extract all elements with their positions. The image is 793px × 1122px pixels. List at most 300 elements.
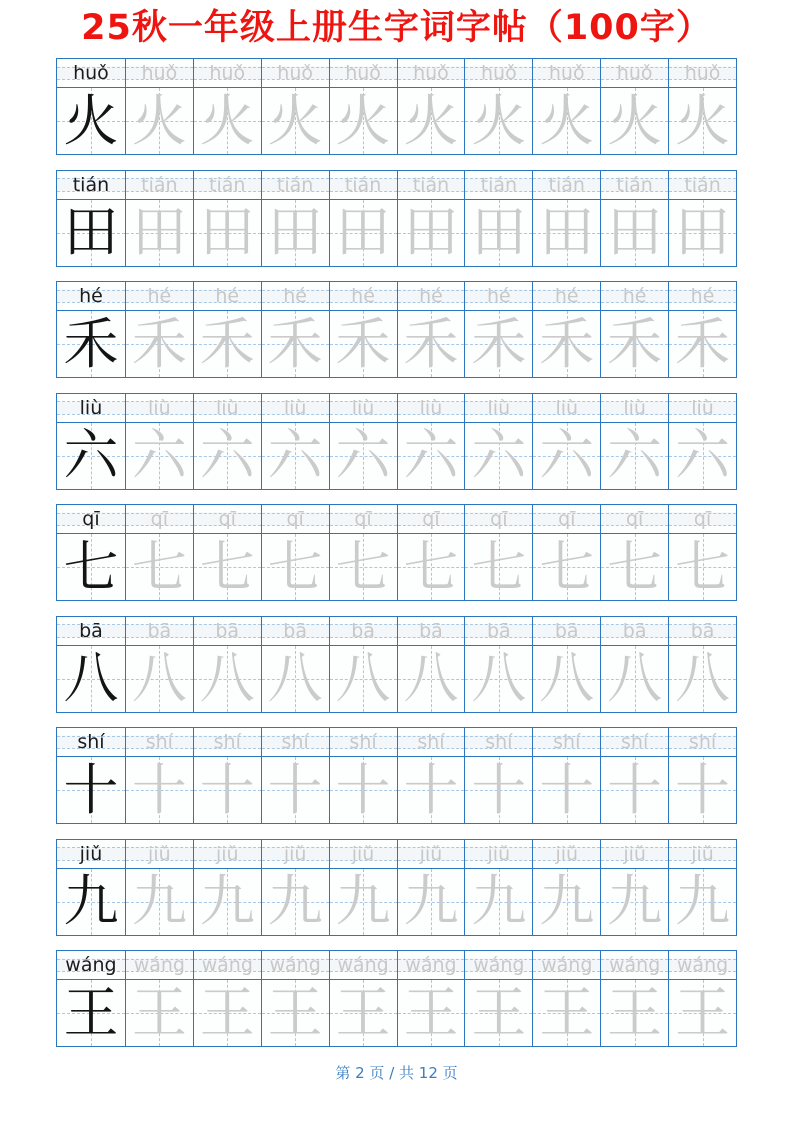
pinyin-trace-cell [464,617,532,645]
hanzi-character: 火 [539,88,595,153]
hanzi-character: 王 [199,980,255,1045]
pinyin-trace-cell [125,171,193,199]
pinyin-text: liù [419,396,443,419]
pinyin-text: huǒ [616,62,653,84]
hanzi-trace-cell [532,200,600,266]
pinyin-trace-cell [668,394,736,422]
hanzi-character: 禾 [199,311,255,376]
pinyin-trace-cell [261,505,329,533]
hanzi-character: 禾 [675,311,731,376]
pinyin-trace-cell [125,282,193,310]
pinyin-text: huǒ [684,62,721,84]
pinyin-trace-cell [193,282,261,310]
pinyin-trace-cell [532,617,600,645]
hanzi-character: 十 [403,757,459,822]
hanzi-trace-cell [329,311,397,377]
hanzi-row [57,422,736,489]
pinyin-model-cell [57,394,125,422]
hanzi-character: 禾 [471,311,527,376]
hanzi-character: 禾 [403,311,459,376]
hanzi-trace-cell [464,88,532,154]
pinyin-text: jiǔ [623,842,646,865]
pinyin-text: wáng [133,954,185,976]
character-practice-group [56,950,737,1047]
hanzi-character: 八 [471,646,527,710]
pinyin-text: tián [480,173,518,196]
hanzi-character: 七 [675,534,731,599]
pinyin-text: bā [486,619,511,642]
pinyin-text: bā [554,619,579,642]
hanzi-trace-cell [261,423,329,489]
pinyin-row [57,394,736,422]
hanzi-character: 十 [131,757,187,822]
hanzi-character: 火 [607,88,663,153]
pinyin-trace-cell [600,394,668,422]
pinyin-trace-cell [125,59,193,87]
pinyin-model-cell [57,59,125,87]
pinyin-trace-cell [464,59,532,87]
hanzi-character: 王 [675,980,731,1045]
hanzi-trace-cell [193,311,261,377]
pinyin-row [57,505,736,533]
character-practice-group [56,839,737,936]
hanzi-trace-cell [532,423,600,489]
hanzi-character: 六 [63,423,119,487]
hanzi-trace-cell [397,646,465,712]
hanzi-character: 火 [131,88,187,153]
hanzi-trace-cell [193,646,261,712]
pinyin-trace-cell [532,728,600,756]
hanzi-trace-cell [600,869,668,935]
hanzi-trace-cell [668,534,736,600]
pinyin-text: qī [150,508,169,530]
pinyin-text: qī [558,508,576,530]
pinyin-row [57,951,736,979]
hanzi-trace-cell [668,88,736,154]
pinyin-text: bā [215,619,240,642]
pinyin-text: wáng [269,954,321,976]
pinyin-text: huǒ [73,62,109,84]
hanzi-character: 六 [335,423,391,487]
hanzi-character: 七 [199,534,255,599]
hanzi-character: 七 [267,534,323,599]
hanzi-character: 九 [335,869,391,933]
hanzi-row [57,310,736,377]
pinyin-trace-cell [668,617,736,645]
pinyin-trace-cell [261,394,329,422]
pinyin-text: qī [82,508,100,530]
pinyin-trace-cell [193,171,261,199]
hanzi-trace-cell [397,88,465,154]
pinyin-model-cell [57,171,125,199]
hanzi-row [57,979,736,1046]
hanzi-trace-cell [329,200,397,266]
pinyin-text: huǒ [141,62,178,84]
hanzi-character: 八 [607,646,663,710]
hanzi-character: 田 [403,200,459,264]
hanzi-trace-cell [329,534,397,600]
pinyin-text: huǒ [277,62,313,84]
hanzi-trace-cell [397,980,465,1046]
pinyin-model-cell [57,505,125,533]
pinyin-trace-cell [329,505,397,533]
hanzi-character: 八 [63,646,119,710]
hanzi-trace-cell [261,88,329,154]
hanzi-trace-cell [464,311,532,377]
pinyin-text: wáng [65,954,117,976]
hanzi-character: 九 [403,869,459,933]
hanzi-character: 九 [675,869,731,933]
pinyin-row [57,617,736,645]
hanzi-trace-cell [125,869,193,935]
hanzi-character: 火 [675,88,731,153]
pinyin-text: liù [555,396,579,419]
hanzi-model-cell [57,980,125,1046]
pinyin-text: shí [621,731,649,753]
pinyin-text: bā [419,619,443,642]
pinyin-trace-cell [125,505,193,533]
pinyin-text: liù [487,396,511,419]
hanzi-character: 火 [403,88,459,153]
pinyin-model-cell [57,951,125,979]
pinyin-text: liù [623,396,646,419]
hanzi-model-cell [57,88,125,154]
hanzi-character: 王 [335,980,391,1045]
pinyin-trace-cell [193,951,261,979]
hanzi-row [57,199,736,266]
hanzi-character: 火 [63,88,119,153]
pinyin-trace-cell [397,840,465,868]
pinyin-text: qī [286,508,304,530]
pinyin-text: jiǔ [487,842,511,865]
hanzi-trace-cell [125,311,193,377]
pinyin-trace-cell [532,59,600,87]
hanzi-row [57,756,736,823]
pinyin-text: wáng [405,954,457,976]
pinyin-trace-cell [532,282,600,310]
pinyin-trace-cell [193,505,261,533]
hanzi-character: 禾 [131,311,187,376]
pinyin-trace-cell [193,59,261,87]
pinyin-trace-cell [397,282,465,310]
pinyin-trace-cell [600,59,668,87]
practice-grid [56,58,737,1047]
pinyin-text: hé [622,285,647,307]
pinyin-text: tián [209,173,246,196]
hanzi-character: 十 [63,757,119,822]
pinyin-trace-cell [329,840,397,868]
pinyin-text: hé [283,285,307,307]
hanzi-trace-cell [532,869,600,935]
pinyin-text: wáng [676,954,729,976]
hanzi-trace-cell [600,423,668,489]
pinyin-text: shí [213,731,241,753]
pinyin-text: tián [72,173,110,196]
pinyin-text: shí [417,731,445,753]
hanzi-trace-cell [464,200,532,266]
character-practice-group [56,281,737,378]
hanzi-character: 九 [607,869,663,933]
pinyin-trace-cell [125,728,193,756]
hanzi-character: 田 [335,200,391,264]
hanzi-character: 火 [199,88,255,153]
hanzi-trace-cell [261,757,329,823]
hanzi-character: 王 [267,980,323,1045]
pinyin-row [57,728,736,756]
hanzi-character: 十 [335,757,391,822]
pinyin-text: wáng [541,954,593,976]
pinyin-model-cell [57,728,125,756]
pinyin-text: jiǔ [215,842,239,865]
pinyin-text: qī [625,508,644,530]
hanzi-trace-cell [193,534,261,600]
pinyin-trace-cell [125,617,193,645]
hanzi-model-cell [57,534,125,600]
character-practice-group [56,170,737,267]
hanzi-trace-cell [261,311,329,377]
hanzi-trace-cell [600,646,668,712]
pinyin-text: wáng [201,954,253,976]
pinyin-trace-cell [532,171,600,199]
pinyin-trace-cell [329,171,397,199]
pinyin-text: jiǔ [555,842,579,865]
hanzi-trace-cell [668,200,736,266]
hanzi-character: 禾 [63,311,119,376]
hanzi-trace-cell [668,869,736,935]
hanzi-character: 八 [199,646,255,710]
pinyin-trace-cell [329,282,397,310]
pinyin-text: huǒ [345,62,381,84]
pinyin-text: huǒ [413,62,449,84]
pinyin-trace-cell [329,59,397,87]
hanzi-character: 王 [471,980,527,1045]
hanzi-trace-cell [125,646,193,712]
pinyin-text: shí [77,731,105,753]
pinyin-text: jiǔ [283,842,307,865]
hanzi-trace-cell [125,757,193,823]
hanzi-trace-cell [464,646,532,712]
hanzi-trace-cell [397,423,465,489]
hanzi-character: 十 [675,757,731,822]
pinyin-text: jiǔ [691,842,714,865]
pinyin-trace-cell [397,59,465,87]
hanzi-trace-cell [261,534,329,600]
hanzi-trace-cell [329,88,397,154]
pinyin-text: hé [351,285,375,307]
pinyin-text: hé [554,285,579,307]
pinyin-trace-cell [397,394,465,422]
hanzi-character: 十 [199,757,255,822]
hanzi-character: 九 [471,869,527,933]
hanzi-trace-cell [193,757,261,823]
hanzi-character: 田 [539,200,595,264]
pinyin-trace-cell [261,171,329,199]
hanzi-character: 八 [335,646,391,710]
hanzi-trace-cell [261,869,329,935]
hanzi-character: 七 [471,534,527,599]
pinyin-trace-cell [668,59,736,87]
pinyin-text: hé [215,285,240,307]
character-practice-group [56,58,737,155]
pinyin-text: hé [79,285,103,307]
hanzi-character: 七 [403,534,459,599]
hanzi-character: 七 [131,534,187,599]
hanzi-trace-cell [464,534,532,600]
pinyin-text: hé [690,285,715,307]
pinyin-trace-cell [600,840,668,868]
pinyin-text: jiǔ [419,842,443,865]
hanzi-character: 王 [403,980,459,1045]
hanzi-trace-cell [668,646,736,712]
page-title: 25秋一年级上册生字词字帖（100字） [81,8,712,48]
hanzi-trace-cell [397,200,465,266]
hanzi-model-cell [57,423,125,489]
hanzi-character: 田 [63,200,119,264]
pinyin-row [57,282,736,310]
hanzi-character: 六 [471,423,527,487]
hanzi-trace-cell [261,646,329,712]
pinyin-trace-cell [668,840,736,868]
hanzi-trace-cell [532,980,600,1046]
hanzi-character: 火 [267,88,323,153]
pinyin-row [57,59,736,87]
hanzi-trace-cell [125,200,193,266]
hanzi-trace-cell [668,980,736,1046]
pinyin-text: tián [684,173,721,196]
character-practice-group [56,504,737,601]
hanzi-character: 九 [199,869,255,933]
pinyin-text: tián [276,173,314,196]
pinyin-trace-cell [125,840,193,868]
hanzi-character: 十 [267,757,323,822]
hanzi-trace-cell [125,980,193,1046]
hanzi-character: 七 [607,534,663,599]
hanzi-character: 王 [607,980,663,1045]
pinyin-trace-cell [600,505,668,533]
pinyin-text: shí [145,731,173,753]
pinyin-text: tián [548,173,585,196]
hanzi-character: 田 [267,200,323,264]
hanzi-character: 十 [539,757,595,822]
pinyin-trace-cell [464,171,532,199]
hanzi-character: 王 [63,980,119,1045]
pinyin-trace-cell [397,951,465,979]
pinyin-trace-cell [464,282,532,310]
pinyin-text: liù [691,396,714,419]
pinyin-text: bā [351,619,375,642]
hanzi-model-cell [57,757,125,823]
pinyin-trace-cell [193,840,261,868]
pinyin-trace-cell [261,951,329,979]
pinyin-trace-cell [668,951,736,979]
pinyin-text: hé [147,285,172,307]
pinyin-trace-cell [464,951,532,979]
hanzi-character: 禾 [607,311,663,376]
hanzi-character: 火 [335,88,391,153]
pinyin-text: hé [419,285,443,307]
pinyin-text: shí [281,731,309,753]
pinyin-trace-cell [329,617,397,645]
hanzi-trace-cell [532,534,600,600]
pinyin-text: jiǔ [351,842,375,865]
pinyin-trace-cell [668,282,736,310]
pinyin-trace-cell [261,59,329,87]
hanzi-character: 王 [131,980,187,1045]
pinyin-text: liù [351,396,375,419]
hanzi-trace-cell [600,534,668,600]
hanzi-character: 禾 [335,311,391,376]
hanzi-character: 六 [267,423,323,487]
hanzi-trace-cell [193,200,261,266]
hanzi-trace-cell [464,423,532,489]
pinyin-trace-cell [261,617,329,645]
pinyin-trace-cell [329,951,397,979]
pinyin-text: qī [693,508,712,530]
pinyin-text: bā [622,619,647,642]
hanzi-character: 八 [267,646,323,710]
pinyin-text: tián [141,173,178,196]
hanzi-trace-cell [600,980,668,1046]
pinyin-text: liù [283,396,307,419]
pinyin-trace-cell [464,394,532,422]
hanzi-character: 田 [131,200,187,264]
hanzi-trace-cell [600,200,668,266]
pinyin-text: tián [412,173,450,196]
pinyin-text: shí [349,731,377,753]
hanzi-character: 火 [471,88,527,153]
pinyin-trace-cell [397,728,465,756]
pinyin-trace-cell [532,951,600,979]
pinyin-text: jiǔ [148,842,171,865]
hanzi-character: 田 [675,200,731,264]
pinyin-model-cell [57,282,125,310]
hanzi-trace-cell [125,88,193,154]
hanzi-trace-cell [532,88,600,154]
hanzi-trace-cell [329,646,397,712]
pinyin-text: huǒ [480,62,517,84]
pinyin-trace-cell [532,394,600,422]
hanzi-character: 六 [675,423,731,487]
hanzi-trace-cell [397,757,465,823]
pinyin-model-cell [57,617,125,645]
hanzi-model-cell [57,200,125,266]
pinyin-text: tián [616,173,653,196]
hanzi-trace-cell [193,423,261,489]
pinyin-text: bā [147,619,172,642]
hanzi-trace-cell [532,311,600,377]
hanzi-character: 禾 [539,311,595,376]
pinyin-trace-cell [464,728,532,756]
hanzi-character: 六 [539,423,595,487]
hanzi-trace-cell [668,423,736,489]
hanzi-character: 八 [403,646,459,710]
hanzi-character: 八 [131,646,187,710]
hanzi-character: 九 [63,869,119,933]
hanzi-character: 八 [675,646,731,710]
hanzi-character: 七 [63,534,119,599]
pinyin-trace-cell [125,951,193,979]
pinyin-text: bā [690,619,715,642]
hanzi-trace-cell [125,534,193,600]
pinyin-trace-cell [600,171,668,199]
pinyin-trace-cell [125,394,193,422]
pinyin-trace-cell [464,840,532,868]
pinyin-model-cell [57,840,125,868]
hanzi-trace-cell [397,534,465,600]
hanzi-character: 王 [539,980,595,1045]
pinyin-row [57,840,736,868]
hanzi-trace-cell [329,423,397,489]
